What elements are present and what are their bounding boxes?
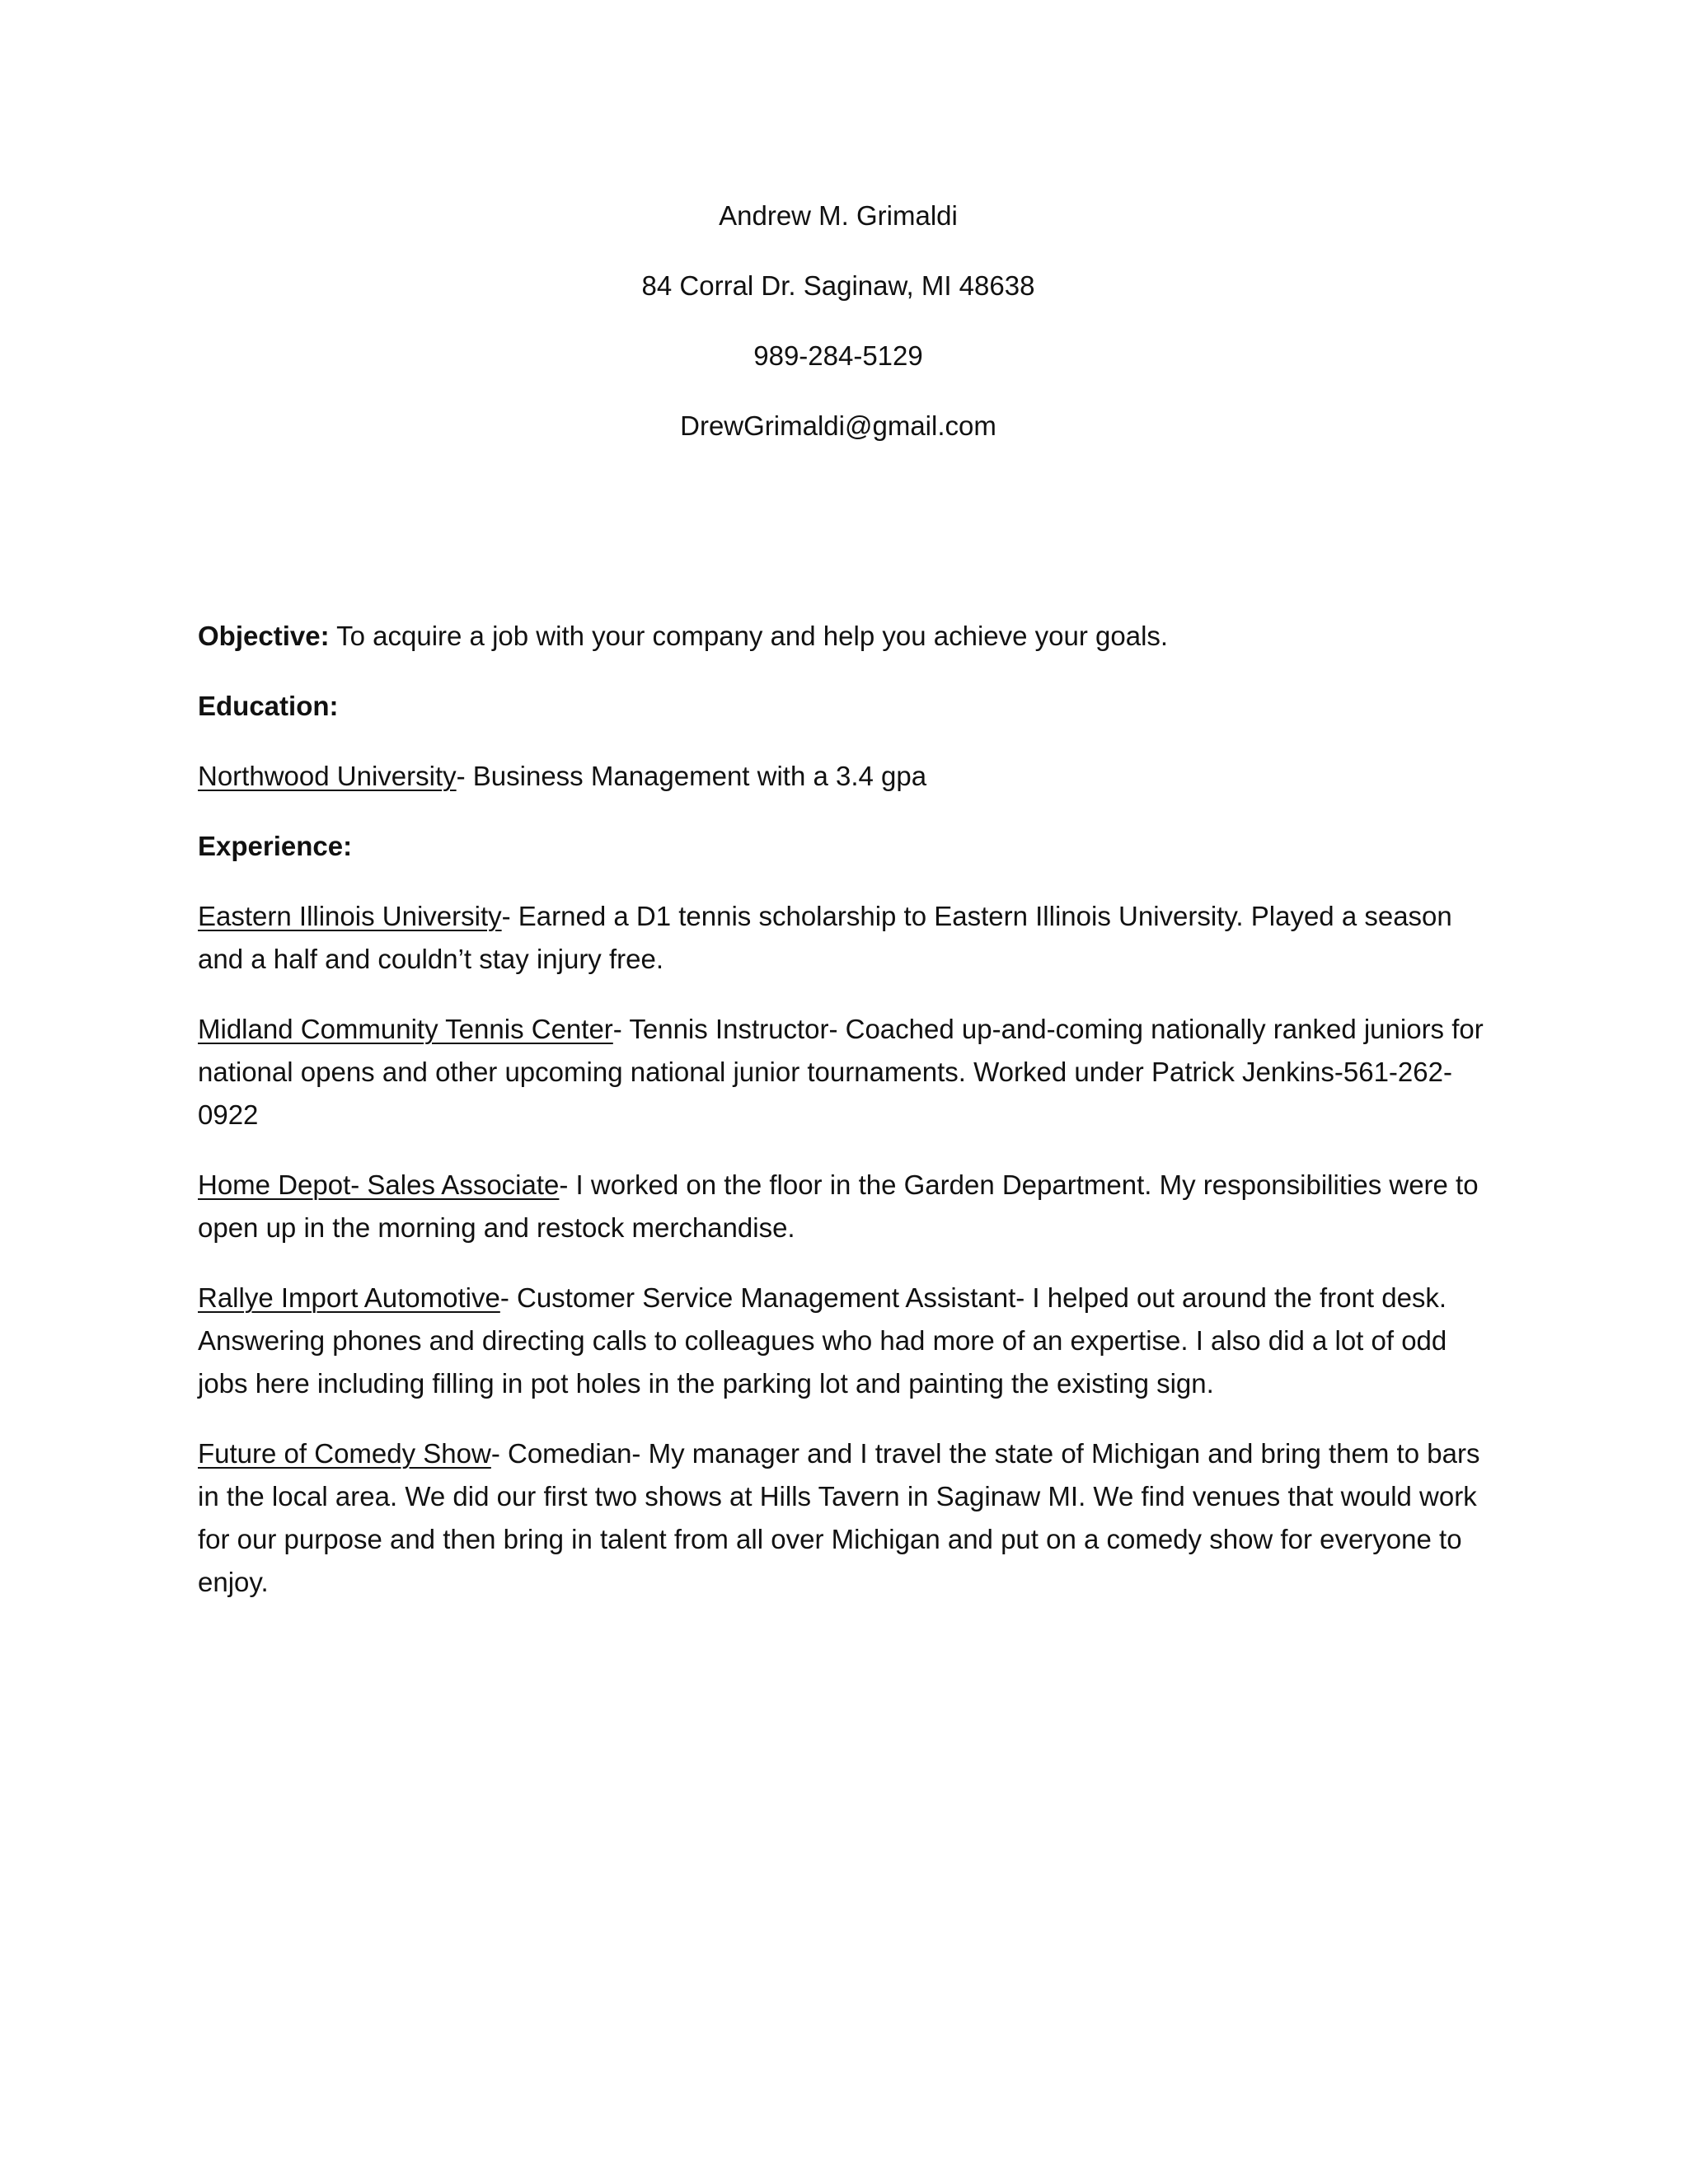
experience-entry-title: Rallye Import Automotive <box>198 1282 500 1313</box>
experience-entry-title: Midland Community Tennis Center <box>198 1014 613 1044</box>
experience-entry-title: Home Depot- Sales Associate <box>198 1169 560 1200</box>
experience-entry <box>198 1432 1500 1604</box>
applicant-email: DrewGrimaldi@gmail.com <box>680 410 996 441</box>
experience-entry <box>198 1277 1500 1405</box>
experience-entry-text: - Tennis Instructor- Coached up-and-coming nationally ranked juniors for national opens and other upcoming national junior tournaments. Worked under Patrick Jenkins-561-262-0922 <box>198 1014 1484 1130</box>
education-entry-text: - Business Management with a 3.4 gpa <box>456 761 927 791</box>
experience-entry <box>198 1008 1500 1137</box>
objective-section <box>198 615 1500 658</box>
experience-entry-text: - Comedian- My manager and I travel the state of Michigan and bring them to bars in the local area. We did our first two shows at Hills Tavern in Saginaw MI. We find venues that would work for our purpose and then bring in talent from all over Michigan and put on a comedy show for everyone to enjoy. <box>198 1438 1480 1597</box>
experience-entry-text: - Customer Service Management Assistant- I helped out around the front desk. Answering phones and directing calls to colleagues who had more of an expertise. I also did a lot of odd jobs here including filling in pot holes in the parking lot and painting the existing sign. <box>198 1282 1447 1399</box>
experience-entry-title: Future of Comedy Show <box>198 1438 491 1469</box>
experience-heading: Experience: <box>198 831 353 861</box>
education-entry <box>198 755 1500 798</box>
experience-entry <box>198 895 1500 981</box>
experience-entry-text: - Earned a D1 tennis scholarship to Eastern Illinois University. Played a season and a half and couldn’t stay injury free. <box>198 901 1452 974</box>
contact-header <box>0 194 1676 475</box>
experience-entry-title: Eastern Illinois University <box>198 901 502 931</box>
experience-entry <box>198 1164 1500 1249</box>
experience-entry-text: - I worked on the floor in the Garden Department. My responsibilities were to open up in the morning and restock merchandise. <box>198 1169 1479 1243</box>
applicant-address: 84 Corral Dr. Saginaw, MI 48638 <box>641 270 1035 301</box>
resume-body <box>198 615 1500 1631</box>
objective-text: To acquire a job with your company and help you achieve your goals. <box>329 621 1169 651</box>
education-heading: Education: <box>198 691 339 721</box>
objective-label: Objective: <box>198 621 330 651</box>
applicant-name: Andrew M. Grimaldi <box>719 200 958 231</box>
applicant-phone: 989-284-5129 <box>753 340 923 371</box>
education-entry-title: Northwood University <box>198 761 457 791</box>
